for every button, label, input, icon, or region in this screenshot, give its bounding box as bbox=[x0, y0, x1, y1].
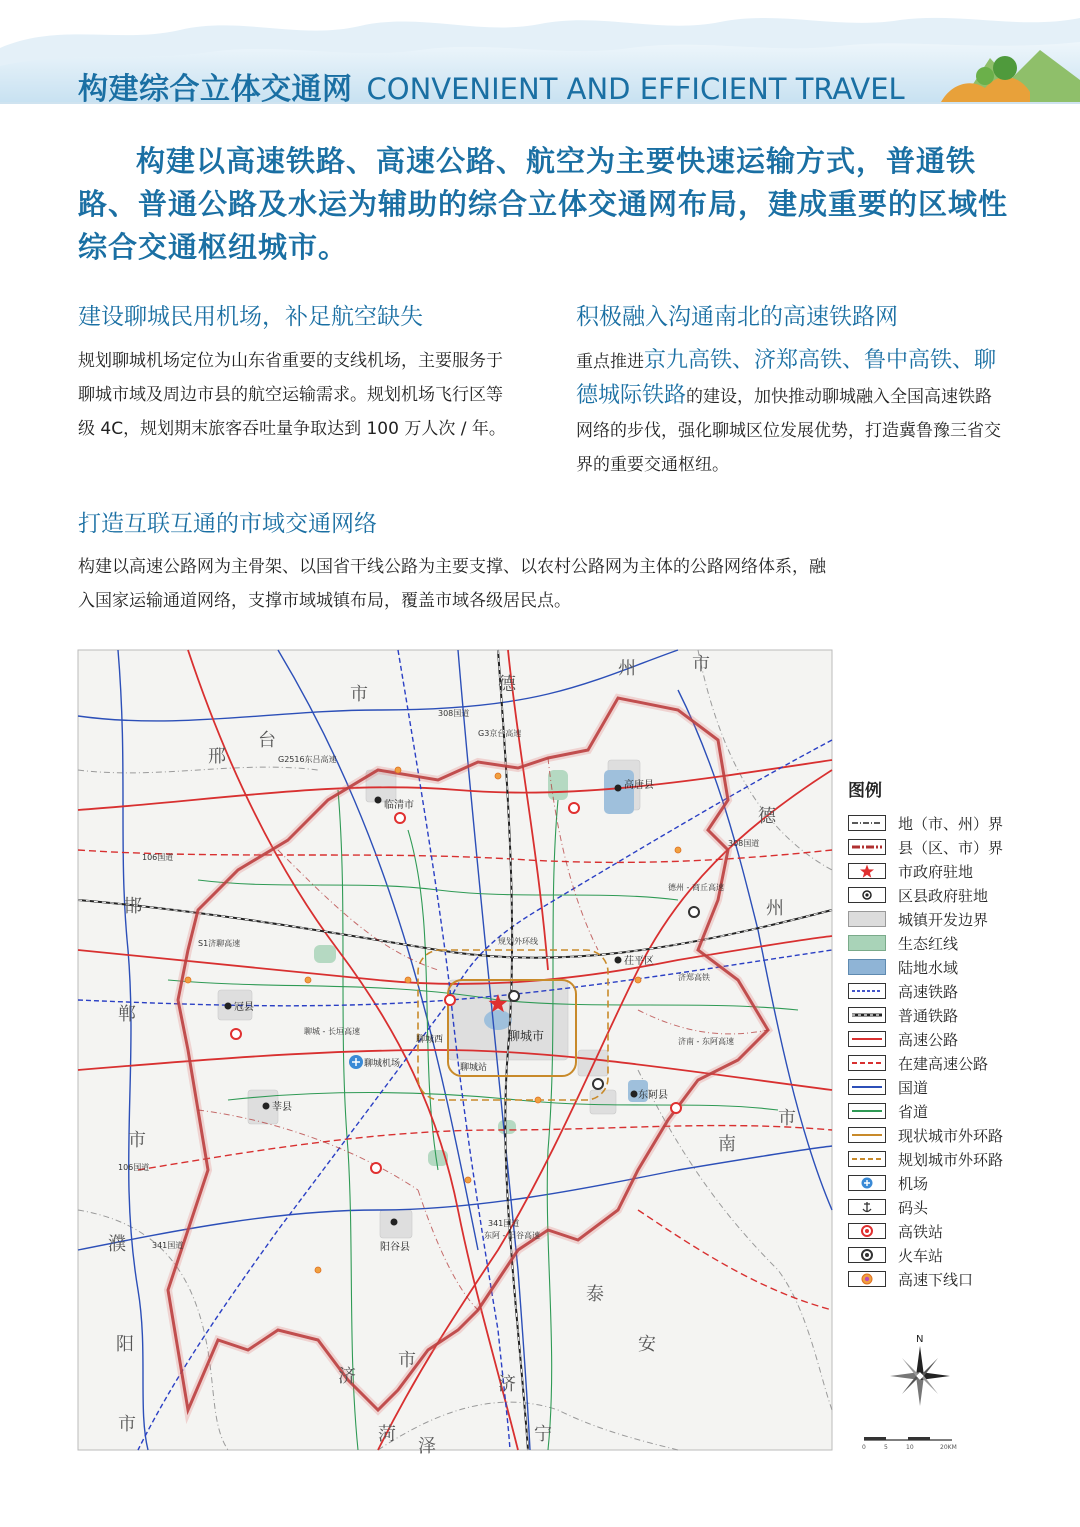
transport-map bbox=[78, 650, 832, 1457]
airport-heading: 建设聊城民用机场，补足航空缺失 bbox=[78, 304, 423, 330]
legend-label: 县（区、市）界 bbox=[898, 838, 1004, 857]
legend-swatch bbox=[848, 911, 886, 927]
place-label: 高唐县 bbox=[624, 780, 654, 791]
legend-label: 陆地水域 bbox=[898, 958, 959, 977]
legend-label: 国道 bbox=[898, 1078, 929, 1097]
legend-label: 码头 bbox=[898, 1198, 929, 1217]
legend-label: 省道 bbox=[898, 1102, 929, 1121]
legend-item bbox=[848, 1003, 1028, 1027]
place-label: 茌平区 bbox=[624, 956, 654, 967]
legend-item bbox=[848, 955, 1028, 979]
road-body: 构建以高速公路网为主骨架、以国省干线公路为主要支撑、以农村公路网为主体的公路网络体系，融入国家运输通道网络，支撑市域城镇布局，覆盖市域各级居民点。 bbox=[78, 557, 826, 611]
region-label: 市 bbox=[350, 684, 368, 705]
region-label: 市 bbox=[118, 1414, 136, 1435]
legend-swatch bbox=[848, 1223, 886, 1239]
legend-swatch bbox=[848, 1007, 886, 1023]
map-legend bbox=[848, 776, 1028, 1291]
region-label: 台 bbox=[258, 730, 276, 751]
region-label: 邯 bbox=[124, 896, 142, 917]
region-label: 南 bbox=[718, 1134, 736, 1155]
map-svg bbox=[78, 650, 832, 1457]
region-label: 阳 bbox=[116, 1334, 134, 1355]
legend-label: 规划城市外环路 bbox=[898, 1150, 1004, 1169]
region-label: 州 bbox=[618, 658, 636, 679]
legend-item bbox=[848, 1267, 1028, 1291]
rail-highlight: 京九高铁、济郑高铁、鲁中高铁、聊德城际铁路 bbox=[576, 348, 997, 408]
legend-item bbox=[848, 1171, 1028, 1195]
place-label: 聊城机场 bbox=[364, 1059, 401, 1069]
legend-title: 图例 bbox=[848, 781, 882, 801]
legend-item bbox=[848, 1051, 1028, 1075]
road-label: 济南 - 东阿高速 bbox=[678, 1037, 734, 1046]
legend-item bbox=[848, 1219, 1028, 1243]
region-label: 州 bbox=[766, 898, 784, 919]
legend-label: 现状城市外环路 bbox=[898, 1126, 1004, 1145]
place-label: 临清市 bbox=[384, 800, 414, 811]
place-label: 聊城站 bbox=[460, 1063, 488, 1073]
region-label: 市 bbox=[398, 1350, 416, 1371]
road-label: G2516东吕高速 bbox=[278, 755, 337, 764]
road-label: 德州 - 商丘高速 bbox=[668, 883, 724, 892]
region-label: 济 bbox=[498, 1374, 516, 1395]
legend-label: 火车站 bbox=[898, 1246, 944, 1265]
airport-body: 规划聊城机场定位为山东省重要的支线机场，主要服务于聊城市域及周边市县的航空运输需求。规划机场飞行区等级 4C，规划期末旅客吞吐量争取达到 100 万人次 / 年。 bbox=[78, 351, 506, 439]
svg-text:20KM: 20KM bbox=[940, 1444, 957, 1451]
legend-swatch bbox=[848, 1079, 886, 1095]
place-label: 聊城市 bbox=[508, 1029, 545, 1043]
title-en: CONVENIENT AND EFFICIENT TRAVEL bbox=[366, 72, 905, 106]
legend-swatch bbox=[848, 1175, 886, 1191]
legend-item bbox=[848, 1075, 1028, 1099]
road-label: 106国道 bbox=[142, 853, 174, 862]
legend-item bbox=[848, 907, 1028, 931]
legend-swatch bbox=[848, 983, 886, 999]
legend-label: 生态红线 bbox=[898, 934, 959, 953]
legend-swatch bbox=[848, 839, 886, 855]
road-label: 规划外环线 bbox=[498, 937, 538, 946]
place-label: 聊城西 bbox=[416, 1035, 444, 1045]
legend-item bbox=[848, 835, 1028, 859]
legend-item bbox=[848, 811, 1028, 835]
rail-suffix: 的建设，加快推动聊城融入全国高速铁路网络的步伐，强化聊城区位发展优势，打造冀鲁豫三省交界的重要交通枢纽。 bbox=[576, 387, 1001, 475]
legend-item bbox=[848, 1195, 1028, 1219]
legend-swatch bbox=[848, 1271, 886, 1287]
region-label: 郸 bbox=[118, 1004, 136, 1025]
header-banner bbox=[0, 0, 1080, 110]
region-label: 安 bbox=[638, 1334, 656, 1355]
place-label: 莘县 bbox=[272, 1102, 292, 1113]
legend-item bbox=[848, 979, 1028, 1003]
region-label: 济 bbox=[338, 1366, 356, 1387]
rail-prefix: 重点推进 bbox=[576, 352, 644, 372]
legend-label: 高速公路 bbox=[898, 1030, 959, 1049]
legend-swatch bbox=[848, 1127, 886, 1143]
region-label: 市 bbox=[128, 1130, 146, 1151]
region-label: 菏 bbox=[378, 1424, 396, 1445]
road-label: 308国道 bbox=[728, 839, 760, 848]
legend-swatch bbox=[848, 959, 886, 975]
place-label: 阳谷县 bbox=[380, 1242, 410, 1253]
legend-item bbox=[848, 1243, 1028, 1267]
road-label: 聊城 - 长垣高速 bbox=[304, 1027, 360, 1036]
legend-swatch bbox=[848, 887, 886, 903]
legend-label: 高速下线口 bbox=[898, 1270, 974, 1289]
legend-item bbox=[848, 859, 1028, 883]
region-label: 德 bbox=[758, 806, 776, 827]
legend-rows bbox=[848, 811, 1028, 1291]
legend-swatch bbox=[848, 815, 886, 831]
region-label: 泽 bbox=[418, 1436, 436, 1457]
region-label: 邢 bbox=[208, 746, 226, 767]
road-label: 308国道 bbox=[438, 709, 470, 718]
road-label: 106国道 bbox=[118, 1163, 150, 1172]
legend-swatch bbox=[848, 1031, 886, 1047]
legend-label: 城镇开发边界 bbox=[898, 910, 989, 929]
legend-item bbox=[848, 1123, 1028, 1147]
legend-label: 普通铁路 bbox=[898, 1006, 959, 1025]
region-label: 市 bbox=[692, 654, 710, 675]
place-label: 冠县 bbox=[234, 1002, 254, 1013]
road-label: 341国道 bbox=[152, 1241, 184, 1250]
legend-swatch bbox=[848, 863, 886, 879]
compass-icon bbox=[862, 1330, 960, 1451]
legend-swatch bbox=[848, 1055, 886, 1071]
legend-item bbox=[848, 1027, 1028, 1051]
legend-item bbox=[848, 931, 1028, 955]
svg-text:5: 5 bbox=[884, 1444, 888, 1451]
legend-swatch bbox=[848, 1103, 886, 1119]
intro-paragraph: 构建以高速铁路、高速公路、航空为主要快速运输方式，普通铁路、普通公路及水运为辅助的综合立体交通网布局，建成重要的区域性综合交通枢纽城市。 bbox=[78, 144, 1009, 264]
region-label: 泰 bbox=[586, 1284, 604, 1305]
legend-label: 高速铁路 bbox=[898, 982, 959, 1001]
road-label: 济郑高铁 bbox=[678, 973, 710, 982]
legend-swatch bbox=[848, 1199, 886, 1215]
place-label: 东阿县 bbox=[638, 1090, 668, 1101]
road-heading: 打造互联互通的市域交通网络 bbox=[78, 511, 377, 537]
legend-label: 市政府驻地 bbox=[898, 862, 974, 881]
road-label: G3京台高速 bbox=[478, 729, 522, 738]
legend-label: 地（市、州）界 bbox=[898, 814, 1004, 833]
region-label: 市 bbox=[778, 1108, 796, 1129]
legend-item bbox=[848, 1099, 1028, 1123]
road-label: 东阿 - 阳谷高速 bbox=[484, 1231, 540, 1240]
legend-swatch bbox=[848, 1247, 886, 1263]
title-cn: 构建综合立体交通网 bbox=[78, 72, 353, 107]
rail-body bbox=[576, 344, 1004, 482]
legend-label: 机场 bbox=[898, 1174, 929, 1193]
rail-heading: 积极融入沟通南北的高速铁路网 bbox=[576, 304, 898, 330]
region-label: 宁 bbox=[534, 1424, 552, 1445]
legend-label: 在建高速公路 bbox=[898, 1054, 989, 1073]
page-title bbox=[78, 64, 905, 108]
legend-item bbox=[848, 883, 1028, 907]
compass-rose bbox=[862, 1330, 960, 1451]
legend-swatch bbox=[848, 1151, 886, 1167]
legend-swatch bbox=[848, 935, 886, 951]
svg-text:0: 0 bbox=[862, 1444, 866, 1451]
compass-north: N bbox=[916, 1334, 924, 1345]
region-label: 德 bbox=[498, 674, 516, 695]
legend-label: 高铁站 bbox=[898, 1222, 944, 1241]
svg-text:10: 10 bbox=[906, 1444, 914, 1451]
legend-item bbox=[848, 1147, 1028, 1171]
road-label: S1济聊高速 bbox=[198, 939, 241, 948]
road-label: 341国道 bbox=[488, 1219, 520, 1228]
legend-label: 区县政府驻地 bbox=[898, 886, 989, 905]
region-label: 濮 bbox=[108, 1234, 126, 1255]
